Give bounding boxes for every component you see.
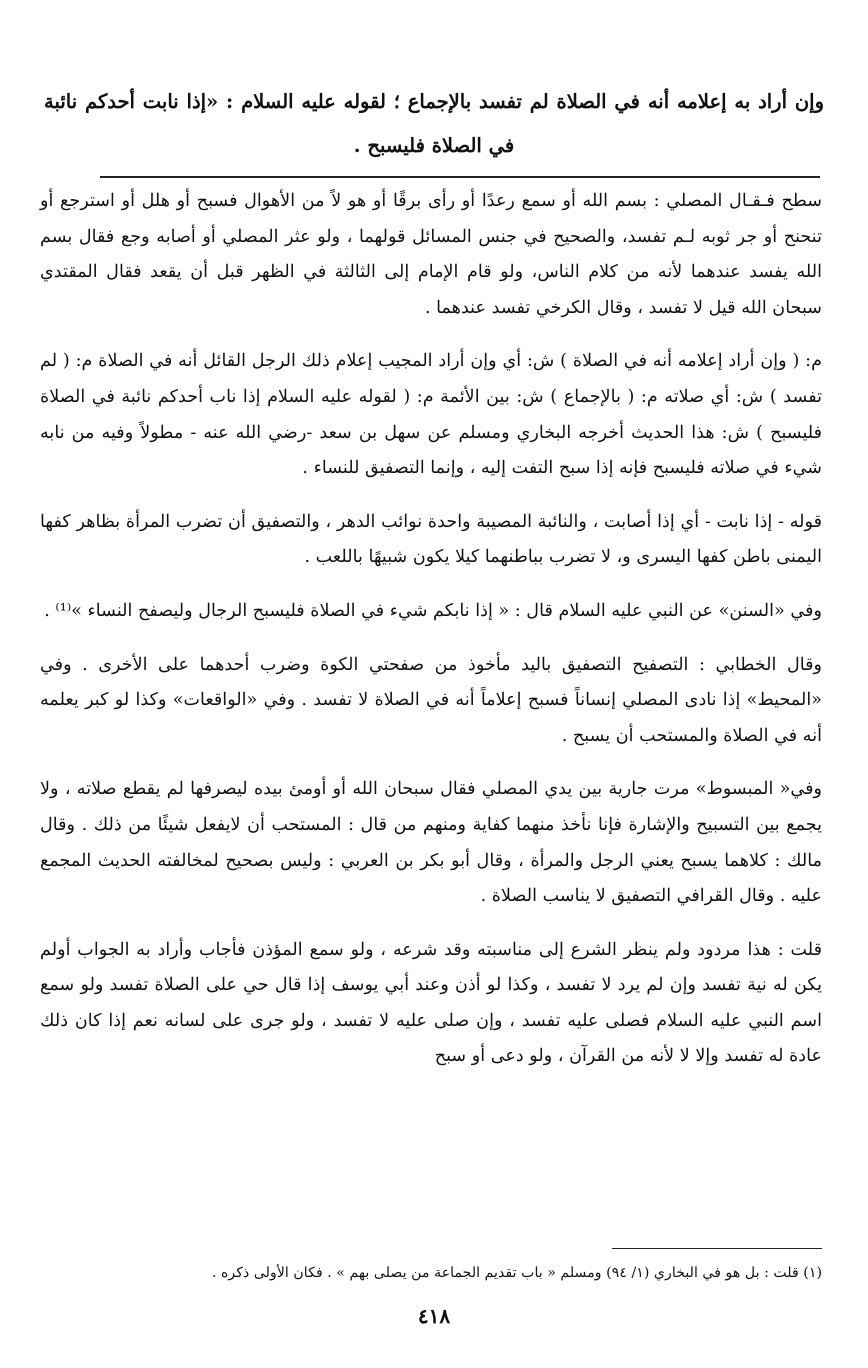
separator-rule: [100, 176, 820, 178]
page-number: ٤١٨: [417, 1304, 451, 1328]
footnote: (١) قلت : بل هو في البخاري (١/ ٩٤) ومسلم « باب تقديم الجماعة من يصلى بهم » . فكان الأولى ذكره .: [211, 1265, 822, 1281]
commentary-paragraph: وفي «السنن» عن النبي عليه السلام قال : « إذا نابكم شيء في الصلاة فليسبح الرجال وليصفح النساء »⁽¹⁾ .: [44, 600, 822, 621]
commentary-paragraph: قوله - إذا نابت - أي إذا أصابت ، والنائبة المصيبة واحدة نوائب الدهر ، والتصفيق أن تضرب المرأة بظاهر كفها اليمنى باطن كفها اليسرى و، لا تضرب بباطنهما كيلا يكون شبيهًا باللعب .: [40, 511, 822, 568]
commentary: [40, 184, 822, 1075]
commentary-paragraph: سطح فـقـال المصلي : بسم الله أو سمع رعدًا أو رأى برقًا أو هو لاً من الأهوال فسبح أو هلل أو استرجع أو تنحنح أو جر ثوبه لـم تفسد، والصحيح في جنس المسائل قولهما ، ولو عثر المصلي أو أصابه وجع فقال بسم الله يفسد عندهما لأنه من كلام الناس، ولو قام الإمام إلى الثالثة في الظهر قبل أن يقعد فقال المقتدي سبحان الله قيل لا تفسد ، وقال الكرخي تفسد عندهما .: [40, 191, 822, 318]
main-text: وإن أراد به إعلامه أنه في الصلاة لم تفسد بالإجماع ؛ لقوله عليه السلام : «إذا نابت أحدكم نائبة في الصلاة فليسبح .: [44, 90, 824, 157]
commentary-paragraph: قلت : هذا مردود ولم ينظر الشرع إلى مناسبته وقد شرعه ، ولو سمع المؤذن فأجاب وأراد به الجواب أولم يكن له نية تفسد وإن لم يرد لا تفسد ، وكذا لو أذن وعند أبي يوسف إذا قال حي على الصلاة تفسد ولو سمع اسم النبي عليه السلام فصلى عليه تفسد ، وإن صلى عليه لا تفسد ، ولو جرى على لسانه نعم إذا كان ذلك عادة له تفسد وإلا لا لأنه من القرآن ، ولو دعى أو سبح: [40, 939, 822, 1067]
commentary-paragraph: م: ( وإن أراد إعلامه أنه في الصلاة ) ش: أي وإن أراد المجيب إعلام ذلك الرجل القائل أنه في الصلاة م: ( لم تفسد ) ش: أي صلاته م: ( بالإجماع ) ش: بين الأئمة م: ( لقوله عليه السلام إذا ناب أحدكم نائبة في الصلاة فليسبح ) ش: هذا الحديث أخرجه البخاري ومسلم عن سهل بن سعد -رضي الله عنه - مطولاً وفيه من نابه شيء في صلاته فليسبح فإنه إذا سبح التفت إليه ، وإنما التصفيق للنساء .: [40, 351, 822, 479]
footnote-rule: [612, 1248, 822, 1249]
commentary-paragraph: وفي« المبسوط» مرت جارية بين يدي المصلي فقال سبحان الله أو أومئ بيده ليصرفها لم يقطع صلاته ، ولا يجمع بين التسبيح والإشارة فإنا نأخذ منهما كفاية ومنهم من قال : المستحب أن لايفعل شيئًا من ذلك . وقال مالك : كلاهما يسبح يعني الرجل والمرأة ، وقال أبو بكر بن العربي : وليس بصحيح لمخالفته الحديث المجمع عليه . وقال القرافي التصفيق لا يناسب الصلاة .: [40, 779, 822, 907]
commentary-paragraph: وقال الخطابي : التصفيح التصفيق باليد مأخوذ من صفحتي الكوة وضرب أحدهما على الأخرى . وفي «المحيط» إذا نادى المصلي إنساناً فسبح إعلاماً أنه في الصلاة لا تفسد . وفي «الواقعات» وكذا لو كبر يعلمه أنه في الصلاة والمستحب أن يسبح .: [40, 654, 822, 746]
